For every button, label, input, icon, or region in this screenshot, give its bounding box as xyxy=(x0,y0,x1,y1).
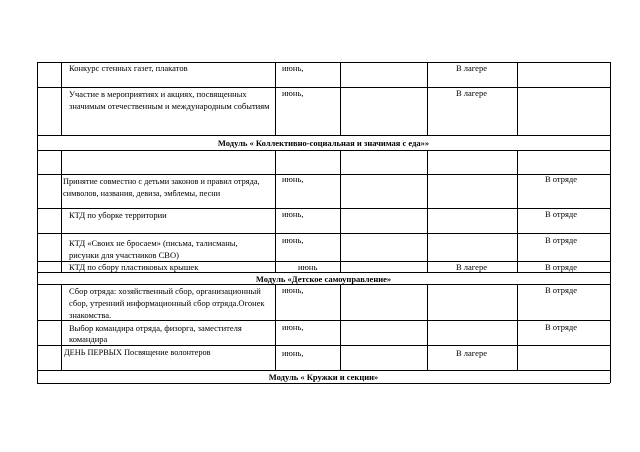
month-cell: июнь, xyxy=(282,63,304,73)
table-line xyxy=(61,284,62,370)
activity-cell: КТД по уборке территории xyxy=(69,210,167,220)
place-cell: В отряде xyxy=(545,174,578,184)
place-cell: В отряде xyxy=(545,322,578,332)
activity-cell: Сбор отряда: хозяйственный сбор, организационный сбор, утренний информационный сбор отряда.Огонек знакомства. xyxy=(69,286,265,320)
place-cell: В лагере xyxy=(456,348,487,358)
month-cell: июнь, xyxy=(282,209,304,219)
month-cell: июнь xyxy=(298,262,318,272)
activity-cell: Выбор командира отряда, физорга, заместителя командира xyxy=(69,323,242,344)
table-line xyxy=(37,233,610,234)
place-cell: В лагере xyxy=(456,262,487,272)
table-line xyxy=(37,345,610,346)
table-line xyxy=(37,383,610,384)
activity-cell: КТД по сбору пластиковых крышек xyxy=(69,262,199,272)
month-cell: июнь, xyxy=(282,348,304,358)
activity-cell: КТД «Своих не бросаем» (письма, талисманы, рисунки для участников СВО) xyxy=(69,238,238,260)
table-line xyxy=(275,150,276,272)
table-line xyxy=(37,135,610,136)
table-line xyxy=(517,150,518,272)
table-line xyxy=(610,62,611,383)
module-header: Модуль « Коллективно-социальная и значимая с еда»» xyxy=(217,138,430,148)
table-line xyxy=(275,284,276,370)
place-cell: В отряде xyxy=(545,235,578,245)
table-line xyxy=(340,150,341,272)
table-line xyxy=(61,150,62,272)
table-line xyxy=(275,62,276,135)
place-cell: В отряде xyxy=(545,285,578,295)
place-cell: В лагере xyxy=(456,63,487,73)
place-cell: В лагере xyxy=(456,88,487,98)
activity-cell: ДЕНЬ ПЕРВЫХ Посвящение волонтеров xyxy=(64,348,211,357)
table-line xyxy=(340,284,341,370)
month-cell: июнь, xyxy=(282,88,304,98)
table-line xyxy=(427,150,428,272)
activity-cell: Участие в мероприятиях и акциях, посвященных значимым отечественным и международным событиям xyxy=(69,89,270,111)
table-line xyxy=(37,62,38,383)
month-cell: июнь, xyxy=(282,285,304,295)
month-cell: июнь, xyxy=(282,235,304,245)
module-header: Модуль «Детское самоуправление» xyxy=(255,274,392,284)
table-line xyxy=(517,284,518,370)
table-line xyxy=(37,150,610,151)
place-cell: В отряде xyxy=(545,262,578,272)
table-line xyxy=(37,174,610,175)
activity-cell: Принятие совместно с детьми законов и правил отряда, символов, названия, девиза, эмблемы, песни xyxy=(63,177,260,198)
month-cell: июнь, xyxy=(282,322,304,332)
activity-cell: Конкурс стенных газет, плакатов xyxy=(69,63,188,73)
month-cell: июнь, xyxy=(282,174,304,184)
table-line xyxy=(517,62,518,135)
table-line xyxy=(340,62,341,135)
place-cell: В отряде xyxy=(545,209,578,219)
module-header: Модуль « Кружки и секции» xyxy=(268,372,379,382)
table-line xyxy=(427,62,428,135)
table-line xyxy=(427,284,428,370)
table-line xyxy=(61,62,62,135)
